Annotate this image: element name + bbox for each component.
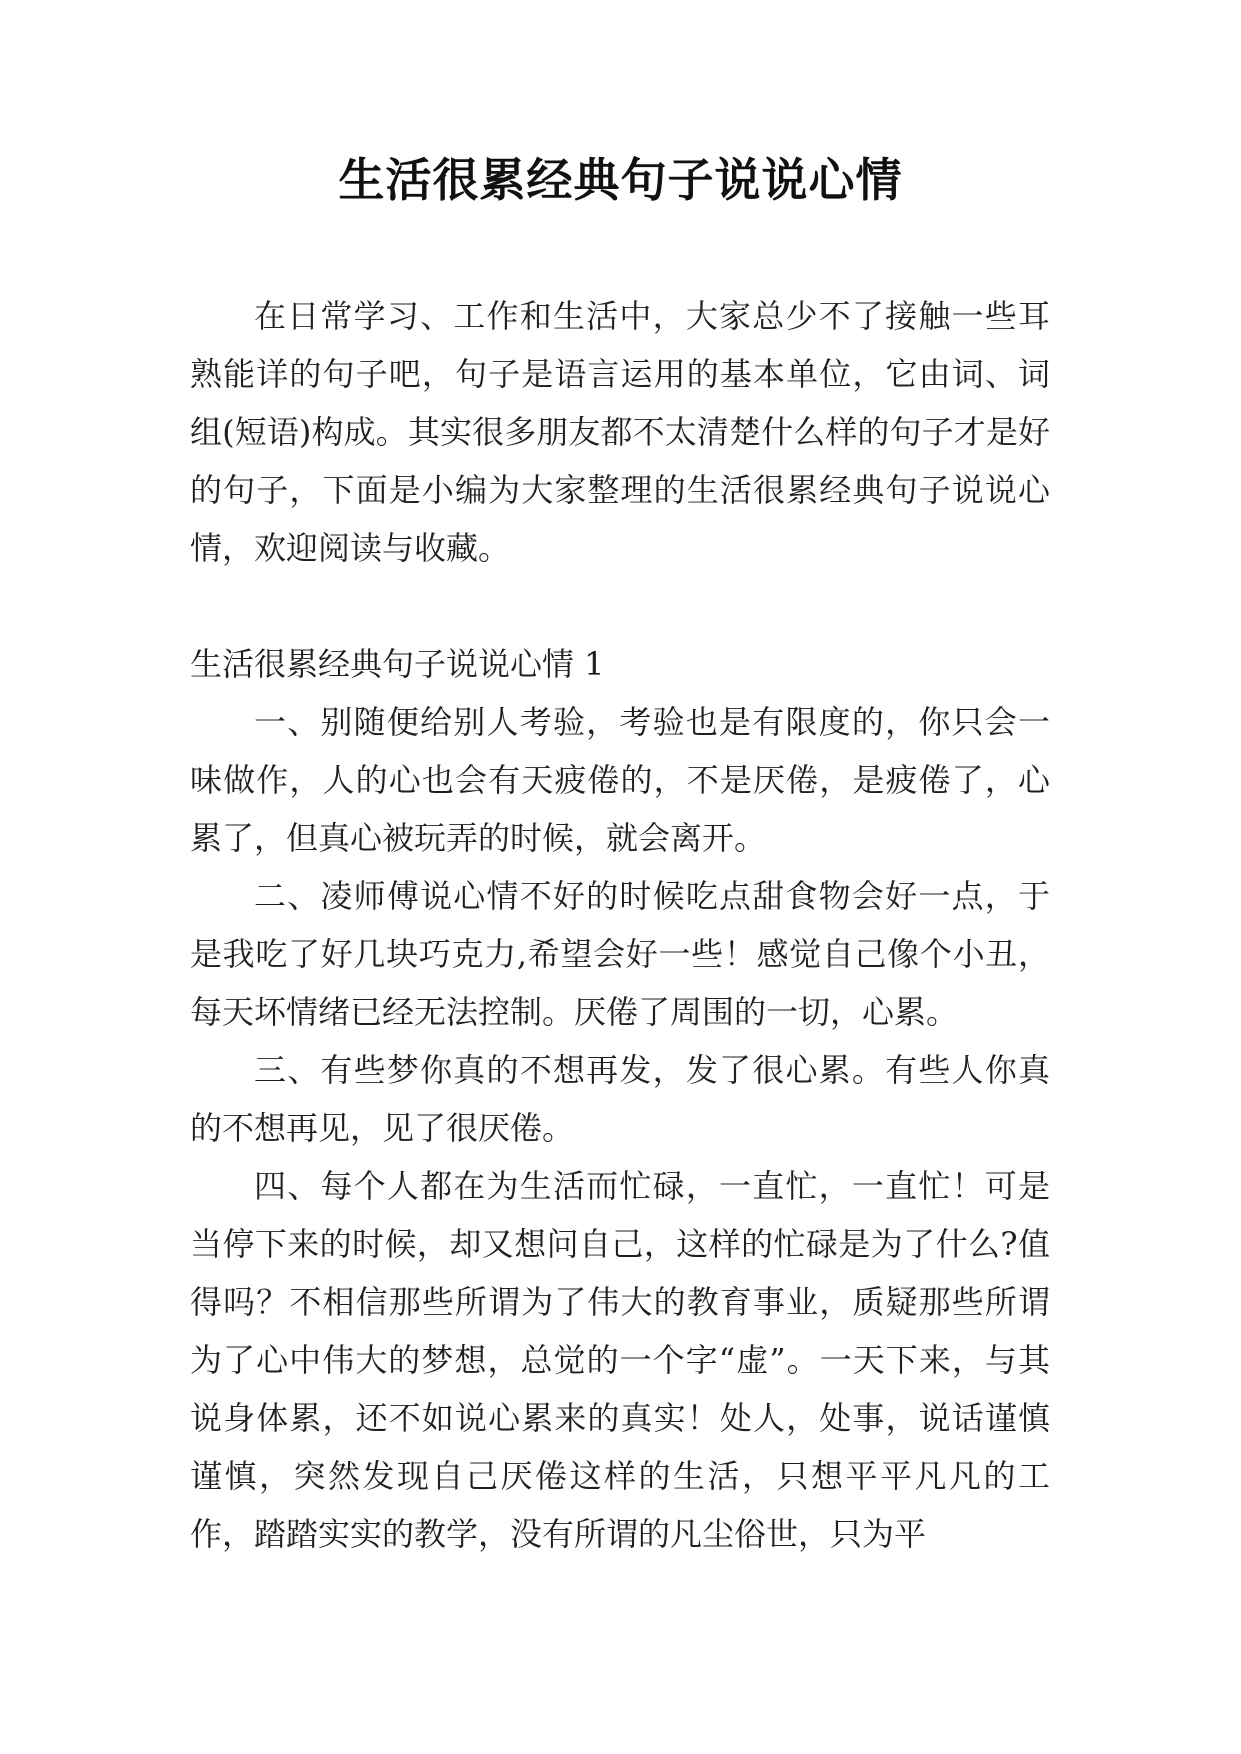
body-paragraph-3: 三、有些梦你真的不想再发，发了很心累。有些人你真的不想再见，见了很厌倦。: [190, 1051, 1050, 1147]
section-heading: 生活很累经典句子说说心情 1: [190, 645, 605, 683]
body-paragraph-1: 一、别随便给别人考验，考验也是有限度的，你只会一味做作，人的心也会有天疲倦的，不是厌倦，是疲倦了，心累了，但真心被玩弄的时候，就会离开。: [190, 703, 1050, 857]
body-paragraph-4: 四、每个人都在为生活而忙碌，一直忙，一直忙！可是当停下来的时候，却又想问自己，这样的忙碌是为了什么?值得吗？不相信那些所谓为了伟大的教育事业，质疑那些所谓为了心中伟大的梦想，总觉的一个字“虚”。一天下来，与其说身体累，还不如说心累来的真实！处人，处事，说话谨慎谨慎，突然发现自己厌倦这样的生活，只想平平凡凡的工作，踏踏实实的教学，没有所谓的凡尘俗世，只为平: [190, 1167, 1050, 1553]
intro-paragraph: 在日常学习、工作和生活中，大家总少不了接触一些耳熟能详的句子吧，句子是语言运用的基本单位，它由词、词组(短语)构成。其实很多朋友都不太清楚什么样的句子才是好的句子，下面是小编为大家整理的生活很累经典句子说说心情，欢迎阅读与收藏。: [190, 297, 1050, 567]
body-paragraph-2: 二、凌师傅说心情不好的时候吃点甜食物会好一点，于是我吃了好几块巧克力,希望会好一些！感觉自己像个小丑，每天坏情绪已经无法控制。厌倦了周围的一切，心累。: [190, 877, 1050, 1031]
document-body: [190, 287, 1050, 1563]
page-title: 生活很累经典句子说说心情: [338, 153, 903, 207]
